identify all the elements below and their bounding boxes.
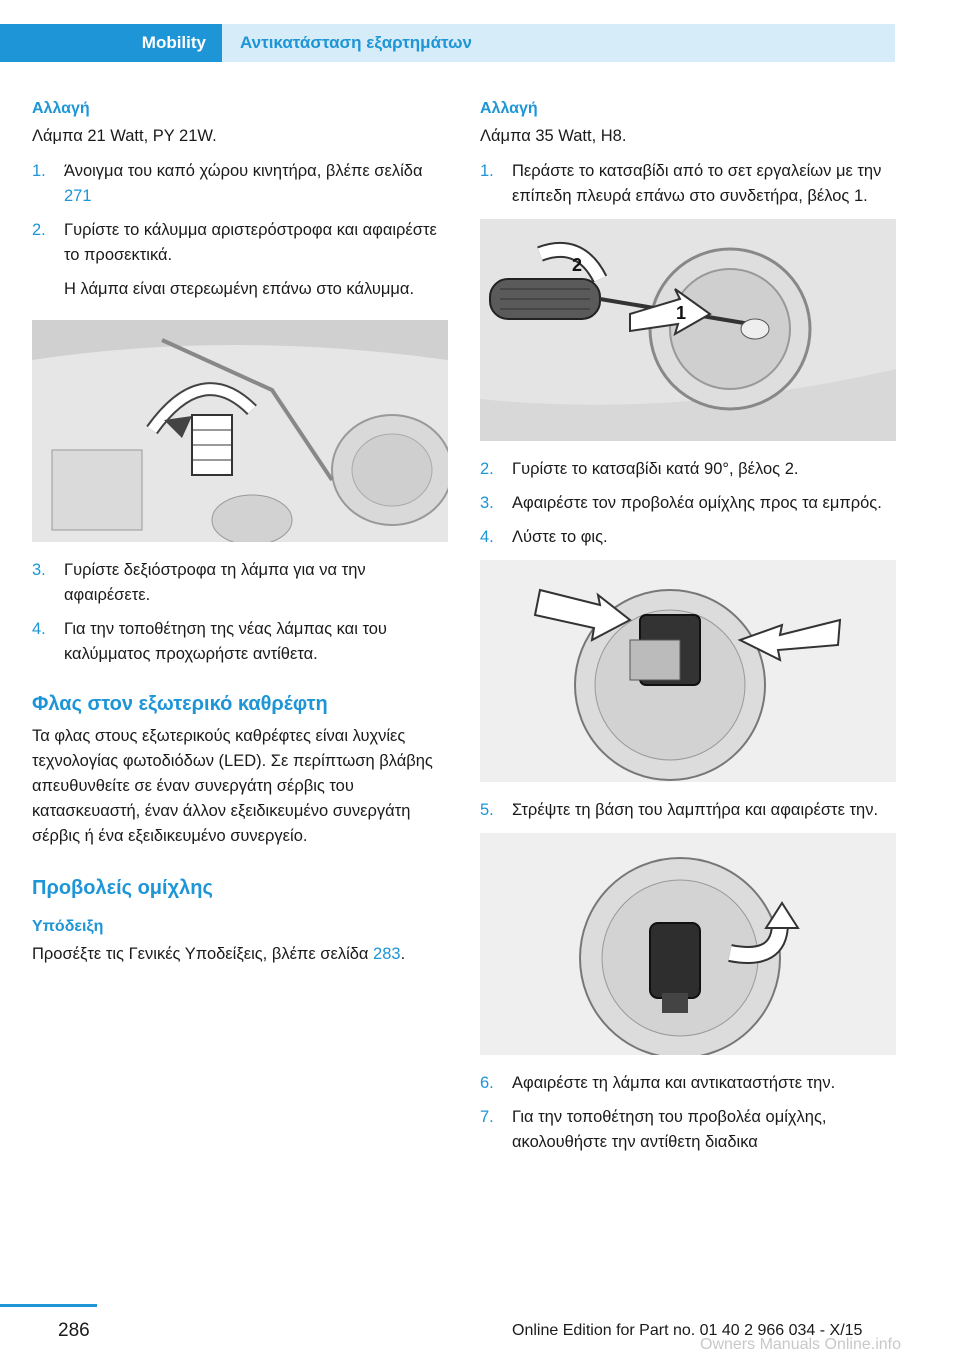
watermark: Owners Manuals Online.info <box>700 1336 901 1353</box>
step-text: Αφαιρέστε τη λάμπα και αντικαταστήστε την. <box>512 1074 836 1092</box>
steps-list <box>32 159 448 268</box>
arrow-2-label: 2 <box>572 255 583 275</box>
engine-bay-figure <box>32 320 448 542</box>
step-item <box>480 159 896 209</box>
subheading-change: Αλλαγή <box>480 100 538 117</box>
header-bar <box>0 0 960 62</box>
step-number: 7. <box>480 1108 494 1126</box>
tab-parts-replacement[interactable]: Αντικατάσταση εξαρτημάτων <box>222 24 895 62</box>
steps-list <box>480 798 896 823</box>
tab-mobility[interactable]: Mobility <box>0 24 222 62</box>
edition-text: Online Edition for Part no. 01 40 2 966 034 - X/15 <box>512 1322 863 1339</box>
step-number: 1. <box>480 162 494 180</box>
heading-fog-lights: Προβολείς ομίχλης <box>32 877 213 899</box>
intro-text: Λάμπα 35 Watt, H8. <box>480 127 627 145</box>
note-text <box>32 942 448 967</box>
intro-text: Λάμπα 21 Watt, PY 21W. <box>32 127 217 145</box>
step-number: 6. <box>480 1074 494 1092</box>
step-item <box>32 558 448 608</box>
step-text: Γυρίστε το κατσαβίδι κατά 90°, βέλος 2. <box>512 460 799 478</box>
page-link[interactable]: 271 <box>64 187 92 205</box>
fog-light-plug-figure <box>480 560 896 782</box>
step-text: Περάστε το κατσαβίδι από το σετ εργαλείων με την επίπεδη πλευρά επάνω στο συνδετήρα, βέλος 1. <box>512 162 882 205</box>
step-number: 3. <box>480 494 494 512</box>
step-item <box>32 617 448 667</box>
page-link[interactable]: 283 <box>373 945 401 963</box>
step-text: Στρέψτε τη βάση του λαμπτήρα και αφαιρέστε την. <box>512 801 879 819</box>
screwdriver-figure <box>480 219 896 441</box>
lamp-base-figure <box>480 833 896 1055</box>
left-column <box>32 100 448 967</box>
step-text: Άνοιγμα του καπό χώρου κινητήρα, βλέπε σελίδα <box>64 162 423 180</box>
step-number: 5. <box>480 801 494 819</box>
step-text: Γυρίστε το κάλυμμα αριστερόστροφα και αφαιρέστε το προσεκτικά. <box>64 221 437 264</box>
step-item <box>480 491 896 516</box>
step-number: 3. <box>32 561 46 579</box>
step-item <box>480 1105 896 1155</box>
subheading-note: Υπόδειξη <box>32 918 104 935</box>
step-number: 4. <box>480 528 494 546</box>
steps-list <box>480 1071 896 1155</box>
step-number: 2. <box>32 221 46 239</box>
step-text: Αφαιρέστε τον προβολέα ομίχλης προς τα εμπρός. <box>512 494 882 512</box>
arrow-1-label: 1 <box>676 303 687 323</box>
heading-mirror-turn-signal: Φλας στον εξωτερικό καθρέφτη <box>32 693 328 715</box>
step-text: Για την τοποθέτηση της νέας λάμπας και του καλύμματος προχωρήστε αντίθετα. <box>64 620 387 663</box>
step-item <box>480 525 896 550</box>
note-end: . <box>400 945 406 963</box>
step-item <box>32 218 448 268</box>
step-item <box>32 159 448 209</box>
right-column <box>480 100 896 1164</box>
step-item <box>480 1071 896 1096</box>
footer-divider <box>0 1304 97 1307</box>
step-item <box>480 457 896 482</box>
note-body: Προσέξτε τις Γενικές Υποδείξεις, βλέπε σελίδα <box>32 945 374 963</box>
step-number: 4. <box>32 620 46 638</box>
page-number: 286 <box>58 1320 90 1341</box>
steps-list <box>32 558 448 667</box>
step-text: Για την τοποθέτηση του προβολέα ομίχλης, ακολουθήστε την αντίθετη διαδικα <box>512 1108 827 1151</box>
subheading-change: Αλλαγή <box>32 100 90 117</box>
step-text: Γυρίστε δεξιόστροφα τη λάμπα για να την αφαιρέσετε. <box>64 561 366 604</box>
steps-list <box>480 159 896 209</box>
step-number: 2. <box>480 460 494 478</box>
step-number: 1. <box>32 162 46 180</box>
step-item <box>480 798 896 823</box>
mirror-turn-signal-text: Τα φλας στους εξωτερικούς καθρέφτες είναι λυχνίες τεχνολογίας φωτοδιόδων (LED). Σε περίπτωση βλάβης απευθυνθείτε σε έναν συνεργάτη σέρβις του κατασκευαστή, έναν άλλον εξειδικευμένο συνεργάτη σέρβις ή ένα εξειδικευμένο συνεργείο. <box>32 727 433 845</box>
step-text: Λύστε το φις. <box>512 528 608 546</box>
steps-list <box>480 457 896 550</box>
step-note: Η λάμπα είναι στερεωμένη επάνω στο κάλυμμα. <box>64 280 415 298</box>
